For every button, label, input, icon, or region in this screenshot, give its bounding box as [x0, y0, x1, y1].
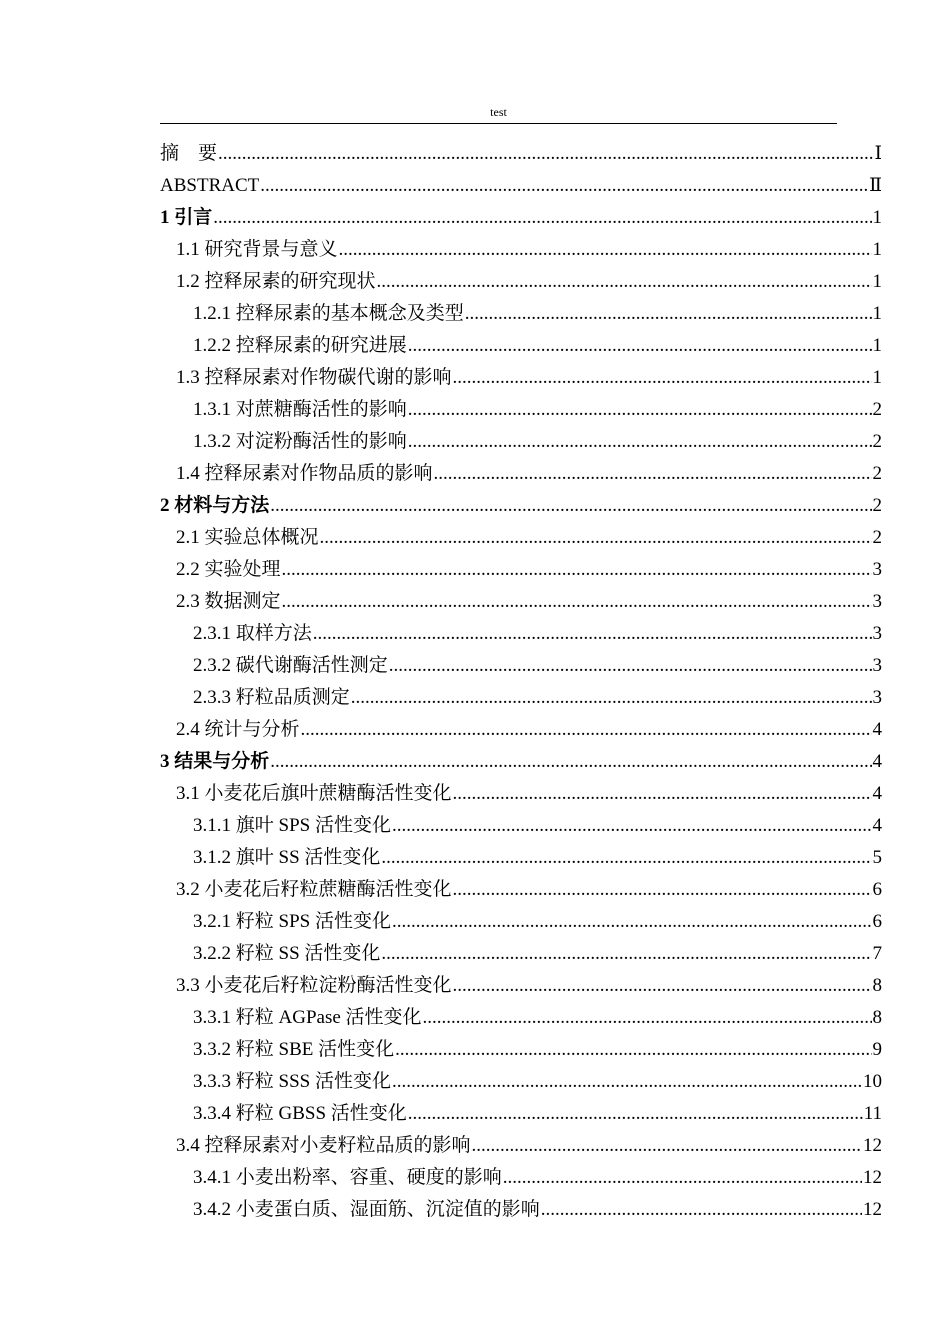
- toc-entry-page: 5: [872, 847, 882, 868]
- toc-entry[interactable]: [160, 586, 882, 618]
- toc-entry-title: 2.3 数据测定: [176, 591, 281, 612]
- toc-entry-title: 1.3 控释尿素对作物碳代谢的影响: [176, 367, 452, 388]
- toc-entry-page: 3: [872, 623, 882, 644]
- toc-entry-page: 6: [872, 911, 882, 932]
- toc-entry[interactable]: [160, 874, 882, 906]
- toc-entry[interactable]: [160, 362, 882, 394]
- toc-entry[interactable]: [160, 746, 882, 778]
- toc-entry-title: 3.1.2 旗叶 SS 活性变化: [193, 847, 381, 868]
- toc-entry[interactable]: [160, 522, 882, 554]
- toc-entry[interactable]: [160, 234, 882, 266]
- toc-dot-leader: [381, 938, 871, 970]
- toc-dot-leader: [408, 330, 872, 362]
- toc-entry[interactable]: [160, 266, 882, 298]
- toc-dot-leader: [395, 1034, 871, 1066]
- toc-entry[interactable]: [160, 1194, 882, 1226]
- toc-entry-page: 3: [872, 655, 882, 676]
- toc-entry-title: 3.1 小麦花后旗叶蔗糖酶活性变化: [176, 783, 452, 804]
- toc-entry-page: 2: [872, 431, 882, 452]
- toc-entry[interactable]: [160, 1130, 882, 1162]
- toc-entry-title: 3.2 小麦花后籽粒蔗糖酶活性变化: [176, 879, 452, 900]
- toc-entry-title: 2.1 实验总体概况: [176, 527, 319, 548]
- toc-dot-leader: [218, 138, 873, 170]
- toc-entry-page: 2: [872, 463, 882, 484]
- toc-entry-page: 3: [872, 559, 882, 580]
- toc-dot-leader: [392, 1066, 862, 1098]
- toc-entry-title: 3.3.3 籽粒 SSS 活性变化: [193, 1071, 391, 1092]
- toc-dot-leader: [301, 714, 872, 746]
- toc-entry-page: Ⅱ: [869, 175, 882, 196]
- toc-dot-leader: [351, 682, 872, 714]
- toc-dot-leader: [260, 170, 868, 202]
- toc-entry-title: 1 引言: [160, 207, 213, 228]
- toc-entry[interactable]: [160, 1162, 882, 1194]
- toc-entry-title: 2.3.1 取样方法: [193, 623, 312, 644]
- toc-entry-page: 12: [863, 1135, 882, 1156]
- toc-entry-page: 10: [863, 1071, 882, 1092]
- toc-entry-title: 1.3.2 对淀粉酶活性的影响: [193, 431, 407, 452]
- toc-dot-leader: [465, 298, 872, 330]
- toc-entry-title: 3.2.1 籽粒 SPS 活性变化: [193, 911, 391, 932]
- toc-entry-page: 1: [872, 367, 882, 388]
- toc-entry-page: 4: [872, 783, 882, 804]
- toc-dot-leader: [313, 618, 872, 650]
- toc-entry[interactable]: [160, 1034, 882, 1066]
- toc-entry[interactable]: [160, 170, 882, 202]
- toc-dot-leader: [282, 586, 872, 618]
- table-of-contents: [160, 138, 882, 1226]
- toc-dot-leader: [320, 522, 872, 554]
- toc-entry[interactable]: [160, 810, 882, 842]
- toc-dot-leader: [408, 426, 872, 458]
- toc-entry[interactable]: [160, 618, 882, 650]
- toc-dot-leader: [339, 234, 872, 266]
- toc-entry-title: 3.2.2 籽粒 SS 活性变化: [193, 943, 381, 964]
- toc-entry[interactable]: [160, 714, 882, 746]
- toc-entry-page: 12: [863, 1167, 882, 1188]
- toc-entry[interactable]: [160, 842, 882, 874]
- toc-entry-page: 4: [872, 751, 882, 772]
- toc-entry-title: 3.3.1 籽粒 AGPase 活性变化: [193, 1007, 422, 1028]
- toc-dot-leader: [270, 490, 871, 522]
- toc-entry-page: 8: [872, 1007, 882, 1028]
- toc-entry-page: 2: [872, 399, 882, 420]
- toc-dot-leader: [408, 394, 872, 426]
- toc-entry-title: 3.1.1 旗叶 SPS 活性变化: [193, 815, 391, 836]
- toc-entry-title: 摘 要: [160, 143, 218, 164]
- toc-entry-title: 1.2.1 控释尿素的基本概念及类型: [193, 303, 464, 324]
- toc-dot-leader: [408, 1098, 863, 1130]
- toc-dot-leader: [453, 778, 872, 810]
- toc-entry[interactable]: [160, 554, 882, 586]
- toc-entry-title: 1.1 研究背景与意义: [176, 239, 338, 260]
- toc-entry[interactable]: [160, 682, 882, 714]
- toc-entry[interactable]: [160, 490, 882, 522]
- toc-entry-title: 3.3 小麦花后籽粒淀粉酶活性变化: [176, 975, 452, 996]
- toc-entry[interactable]: [160, 906, 882, 938]
- toc-entry-page: 7: [872, 943, 882, 964]
- toc-entry-title: 2.2 实验处理: [176, 559, 281, 580]
- toc-entry-page: 6: [872, 879, 882, 900]
- toc-entry-page: 4: [872, 719, 882, 740]
- toc-entry-page: 11: [863, 1103, 882, 1124]
- toc-dot-leader: [472, 1130, 862, 1162]
- toc-entry[interactable]: [160, 202, 882, 234]
- toc-dot-leader: [453, 362, 872, 394]
- toc-entry-title: 3.4.1 小麦出粉率、容重、硬度的影响: [193, 1167, 502, 1188]
- toc-entry-page: 1: [872, 303, 882, 324]
- toc-dot-leader: [270, 746, 871, 778]
- toc-entry[interactable]: [160, 778, 882, 810]
- toc-entry[interactable]: [160, 394, 882, 426]
- toc-entry-page: 8: [872, 975, 882, 996]
- toc-entry-page: 1: [872, 271, 882, 292]
- toc-entry[interactable]: [160, 1066, 882, 1098]
- toc-entry[interactable]: [160, 938, 882, 970]
- toc-dot-leader: [541, 1194, 862, 1226]
- toc-entry-title: 3.4 控释尿素对小麦籽粒品质的影响: [176, 1135, 471, 1156]
- toc-entry[interactable]: [160, 1098, 882, 1130]
- header-text: test: [490, 105, 507, 119]
- toc-dot-leader: [381, 842, 871, 874]
- toc-entry-page: 1: [872, 207, 882, 228]
- toc-entry[interactable]: [160, 138, 882, 170]
- toc-entry[interactable]: [160, 650, 882, 682]
- toc-entry-page: 2: [872, 527, 882, 548]
- toc-entry-title: 3.3.4 籽粒 GBSS 活性变化: [193, 1103, 407, 1124]
- toc-entry[interactable]: [160, 970, 882, 1002]
- toc-entry-title: 2.3.2 碳代谢酶活性测定: [193, 655, 388, 676]
- toc-entry-page: 3: [872, 687, 882, 708]
- toc-entry-title: 1.2.2 控释尿素的研究进展: [193, 335, 407, 356]
- toc-entry-title: 3 结果与分析: [160, 751, 270, 772]
- toc-dot-leader: [453, 874, 872, 906]
- toc-entry-title: 1.2 控释尿素的研究现状: [176, 271, 376, 292]
- toc-entry-title: ABSTRACT: [160, 175, 260, 196]
- toc-entry-page: 2: [872, 495, 882, 516]
- toc-entry-title: 3.3.2 籽粒 SBE 活性变化: [193, 1039, 395, 1060]
- toc-entry-page: 1: [872, 335, 882, 356]
- toc-dot-leader: [377, 266, 872, 298]
- toc-entry-page: Ⅰ: [874, 143, 882, 164]
- toc-entry-page: 3: [872, 591, 882, 612]
- toc-entry-page: 1: [872, 239, 882, 260]
- toc-entry-title: 2.4 统计与分析: [176, 719, 300, 740]
- toc-entry[interactable]: [160, 1002, 882, 1034]
- toc-dot-leader: [389, 650, 872, 682]
- toc-dot-leader: [282, 554, 872, 586]
- toc-dot-leader: [434, 458, 872, 490]
- toc-entry-title: 2 材料与方法: [160, 495, 270, 516]
- toc-dot-leader: [392, 906, 872, 938]
- toc-entry-title: 3.4.2 小麦蛋白质、湿面筋、沉淀值的影响: [193, 1199, 540, 1220]
- toc-entry-title: 1.4 控释尿素对作物品质的影响: [176, 463, 433, 484]
- toc-entry-page: 12: [863, 1199, 882, 1220]
- toc-entry-title: 2.3.3 籽粒品质测定: [193, 687, 350, 708]
- toc-entry-page: 4: [872, 815, 882, 836]
- toc-entry[interactable]: [160, 330, 882, 362]
- toc-entry-title: 1.3.1 对蔗糖酶活性的影响: [193, 399, 407, 420]
- toc-dot-leader: [392, 810, 872, 842]
- toc-dot-leader: [423, 1002, 872, 1034]
- toc-entry[interactable]: [160, 426, 882, 458]
- page-header: [160, 104, 837, 124]
- toc-dot-leader: [503, 1162, 862, 1194]
- toc-dot-leader: [453, 970, 872, 1002]
- toc-entry-page: 9: [872, 1039, 882, 1060]
- toc-entry[interactable]: [160, 298, 882, 330]
- toc-entry[interactable]: [160, 458, 882, 490]
- toc-dot-leader: [213, 202, 871, 234]
